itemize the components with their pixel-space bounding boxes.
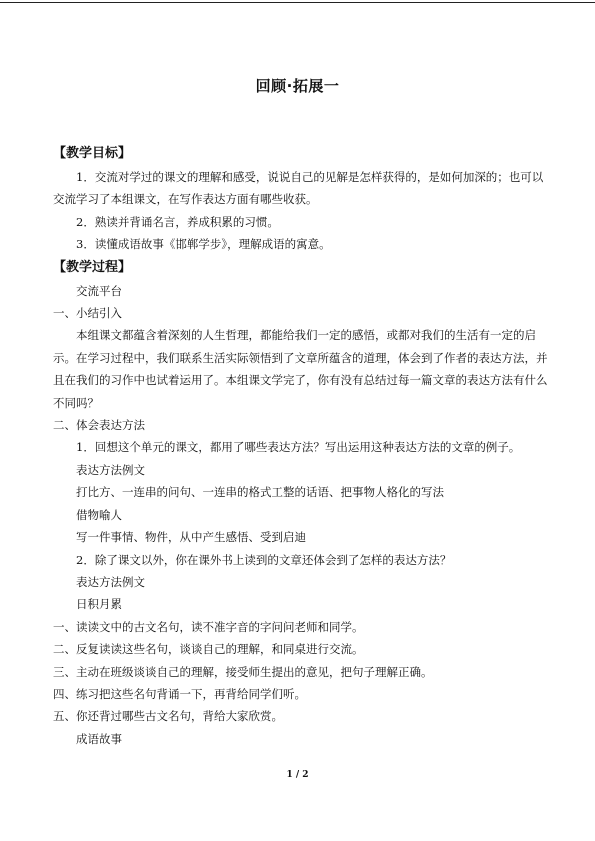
document-title: 回顾·拓展一 xyxy=(255,77,340,95)
goals-heading: 【教学目标】 xyxy=(53,146,132,161)
process-step: 四、练习把这些名句背诵一下，再背给同学们听。 xyxy=(53,686,306,701)
goal-item: 2．熟读并背诵名言，养成积累的习惯。 xyxy=(76,214,279,229)
header-rule xyxy=(0,2,595,3)
paragraph: 表达方法例文 xyxy=(76,574,145,589)
process-step: 一、小结引入 xyxy=(53,306,122,321)
document-body xyxy=(53,142,548,750)
subsection-label: 交流平台 xyxy=(76,283,122,298)
process-step: 三、主动在班级谈谈自己的理解，接受师生提出的意见，把句子理解正确。 xyxy=(53,664,433,679)
paragraph: 借物喻人 xyxy=(76,507,122,522)
paragraph: 表达方法例文 xyxy=(76,462,145,477)
paragraph: 打比方、一连串的问句、一连串的格式工整的话语、把事物人格化的写法 xyxy=(76,485,444,500)
process-heading: 【教学过程】 xyxy=(53,259,132,275)
page-number: 1 / 2 xyxy=(286,770,309,780)
process-step: 二、反复读读这些名句，谈谈自己的理解，和同桌进行交流。 xyxy=(53,642,364,657)
goal-item: 3．读懂成语故事《邯郸学步》，理解成语的寓意。 xyxy=(76,237,331,252)
paragraph: 本组课文都蕴含着深刻的人生哲理，都能给我们一定的感悟，或都对我们的生活有一定的启示。在学习过程中，我们联系生活实际领悟到了文章所蕴含的道理，体会到了作者的表达方法，并且在我们的习作中也试着运用了。本组课文学完了，你有没有总结过每一篇文章的表达方法有什么不同吗？ xyxy=(53,328,548,410)
paragraph: 写一件事情、物件，从中产生感悟、受到启迪 xyxy=(76,530,306,545)
process-step: 五、你还背过哪些古文名句，背给大家欣赏。 xyxy=(53,709,283,724)
paragraph: 2．除了课文以外，你在课外书上读到的文章还体会到了怎样的表达方法？ xyxy=(76,552,452,567)
process-step: 一、读读文中的古文名句，读不准字音的字问问老师和同学。 xyxy=(53,619,364,634)
process-step: 二、体会表达方法 xyxy=(53,418,145,433)
paragraph: 1．回想这个单元的课文，都用了哪些表达方法？写出运用这种表达方法的文章的例子。 xyxy=(76,440,521,455)
subsection-label: 成语故事 xyxy=(76,731,122,746)
goal-item: 1．交流对学过的课文的理解和感受，说说自己的见解是怎样获得的，是如何加深的；也可以交流学习了本组课文，在写作表达方面有哪些收获。 xyxy=(53,170,544,207)
subsection-label: 日积月累 xyxy=(76,597,122,612)
